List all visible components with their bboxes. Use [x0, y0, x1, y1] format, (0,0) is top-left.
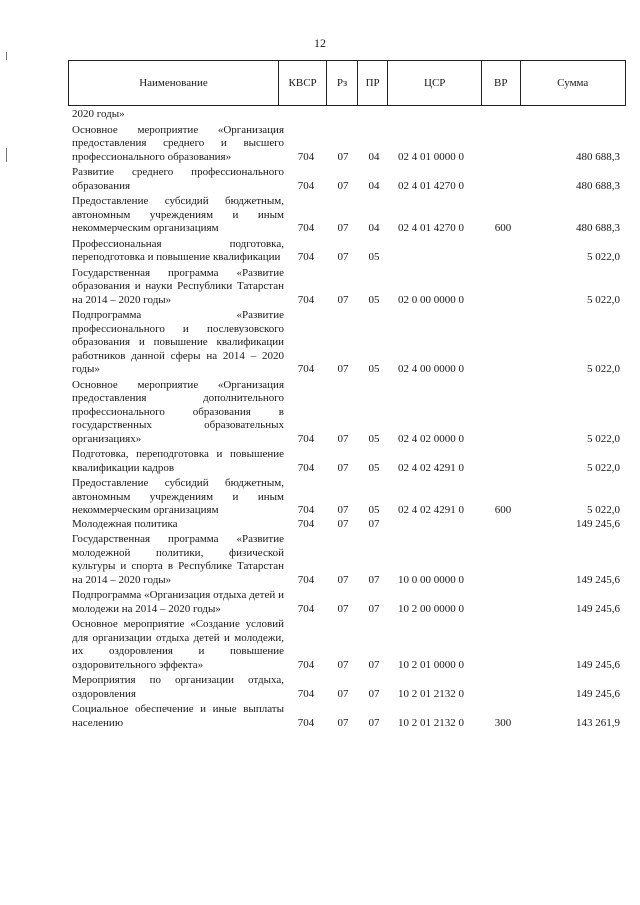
row-name: Развитие среднего профессионального образования — [72, 166, 284, 192]
row-kvsr: 704 — [297, 504, 315, 516]
row-sum: 149 245,6 — [576, 573, 620, 586]
row-name: Подпрограмма «Организация отдыха детей и молодежи на 2014 – 2020 годы» — [72, 589, 284, 615]
table-body — [72, 108, 620, 732]
row-rz: 07 — [337, 251, 349, 263]
row-csr: 02 4 01 4270 0 — [398, 222, 464, 234]
row-kvsr: 704 — [297, 602, 315, 615]
row-rz: 07 — [337, 716, 349, 729]
row-name: Подготовка, переподготовка и повышение квалификации кадров — [72, 448, 284, 474]
row-kvsr: 704 — [297, 293, 315, 306]
row-vr: 300 — [494, 716, 512, 729]
row-pr: 05 — [368, 293, 380, 306]
row-name: Подпрограмма «Развитие профессионального и послевузовского образования и повышение квалификации работников данной сферы на 2014 – 2020 годы» — [72, 309, 284, 375]
row-rz: 07 — [337, 150, 349, 163]
row-rz: 07 — [337, 432, 349, 445]
row-pr: 05 — [368, 504, 380, 516]
row-name: Социальное обеспечение и иные выплаты населению — [72, 703, 284, 729]
row-sum: 5 022,0 — [587, 432, 620, 445]
row-kvsr: 704 — [297, 251, 315, 263]
table-row — [72, 267, 620, 308]
row-rz: 07 — [337, 658, 349, 671]
row-sum: 143 261,9 — [576, 716, 620, 729]
row-pr: 07 — [368, 716, 380, 729]
table-row — [72, 195, 620, 236]
row-csr: 02 4 01 4270 0 — [398, 179, 464, 192]
row-rz: 07 — [337, 222, 349, 234]
row-rz: 07 — [337, 461, 349, 474]
row-sum: 480 688,3 — [576, 179, 620, 192]
row-pr: 04 — [368, 222, 380, 234]
row-name: Основное мероприятие «Организация предоставления дополнительного профессионального образования в государственных образовательных организациях» — [72, 378, 284, 445]
row-csr: 10 2 01 2132 0 — [398, 716, 464, 729]
header-csr: ЦСР — [388, 61, 482, 105]
row-name: 2020 годы» — [72, 108, 125, 120]
row-name: Государственная программа «Развитие молодежной политики, физической культуры и спорта в Республике Татарстан на 2014 – 2020 годы» — [72, 533, 284, 586]
row-kvsr: 704 — [297, 517, 315, 530]
row-sum: 5 022,0 — [587, 251, 620, 263]
table-row — [72, 674, 620, 701]
row-kvsr: 704 — [297, 687, 315, 700]
row-kvsr: 704 — [297, 222, 315, 234]
row-name: Молодежная политика — [72, 517, 178, 530]
header-rz: Рз — [327, 61, 358, 105]
table-row — [72, 533, 620, 587]
row-pr: 07 — [368, 517, 380, 530]
row-name: Основное мероприятие «Создание условий для организации отдыха детей и молодежи, их оздоровления и повышение оздоровительного эффекта» — [72, 618, 284, 671]
row-name: Государственная программа «Развитие образования и науки Республики Татарстан на 2014 – 2020 годы» — [72, 266, 284, 306]
table-row — [72, 589, 620, 616]
table-row — [72, 448, 620, 475]
row-vr: 600 — [494, 222, 512, 234]
row-sum: 5 022,0 — [587, 293, 620, 306]
row-csr: 10 2 01 0000 0 — [398, 658, 464, 671]
row-sum: 480 688,3 — [576, 150, 620, 163]
row-csr: 02 4 02 0000 0 — [398, 432, 464, 445]
table-row — [72, 124, 620, 165]
row-vr: 600 — [494, 504, 512, 516]
row-csr: 10 2 01 2132 0 — [398, 687, 464, 700]
row-kvsr: 704 — [297, 150, 315, 163]
row-pr: 05 — [368, 363, 380, 375]
page-number: 12 — [314, 36, 326, 50]
row-name: Основное мероприятие «Организация предоставления среднего и высшего профессионального образования» — [72, 123, 284, 163]
table-row — [72, 518, 620, 532]
table-row — [72, 379, 620, 447]
row-sum: 5 022,0 — [587, 504, 620, 516]
row-kvsr: 704 — [297, 363, 315, 375]
row-sum: 149 245,6 — [576, 602, 620, 615]
row-kvsr: 704 — [297, 658, 315, 671]
row-pr: 07 — [368, 658, 380, 671]
row-name: Профессиональная подготовка, переподготовка и повышение квалификации — [72, 237, 284, 263]
row-pr: 07 — [368, 602, 380, 615]
row-kvsr: 704 — [297, 432, 315, 445]
row-rz: 07 — [337, 504, 349, 516]
row-sum: 149 245,6 — [576, 517, 620, 530]
table-row — [72, 108, 620, 122]
row-sum: 149 245,6 — [576, 658, 620, 671]
row-csr: 10 0 00 0000 0 — [398, 573, 464, 586]
row-sum: 480 688,3 — [576, 222, 620, 234]
header-kvsr: КВСР — [279, 61, 327, 105]
row-pr: 05 — [368, 251, 380, 263]
row-csr: 02 4 00 0000 0 — [398, 363, 464, 375]
row-csr: 02 4 02 4291 0 — [398, 504, 464, 516]
row-pr: 07 — [368, 687, 380, 700]
table-row — [72, 618, 620, 672]
header-sum: Сумма — [557, 77, 589, 89]
row-csr: 02 4 01 0000 0 — [398, 150, 464, 163]
row-kvsr: 704 — [297, 573, 315, 586]
row-rz: 07 — [337, 363, 349, 375]
row-rz: 07 — [337, 179, 349, 192]
row-rz: 07 — [337, 517, 349, 530]
table-row — [72, 309, 620, 377]
table-row — [72, 703, 620, 730]
header-name: Наименование — [69, 61, 279, 105]
row-pr: 05 — [368, 432, 380, 445]
row-kvsr: 704 — [297, 716, 315, 729]
row-pr: 04 — [368, 179, 380, 192]
row-name: Мероприятия по организации отдыха, оздоровления — [72, 674, 284, 700]
row-kvsr: 704 — [297, 461, 315, 474]
row-sum: 149 245,6 — [576, 687, 620, 700]
row-rz: 07 — [337, 293, 349, 306]
row-csr: 02 4 02 4291 0 — [398, 461, 464, 474]
row-csr: 10 2 00 0000 0 — [398, 602, 464, 615]
row-pr: 07 — [368, 573, 380, 586]
margin-mark — [6, 148, 7, 162]
row-rz: 07 — [337, 687, 349, 700]
row-kvsr: 704 — [297, 179, 315, 192]
table-row — [72, 477, 620, 518]
margin-mark — [6, 52, 7, 60]
row-sum: 5 022,0 — [587, 461, 620, 474]
row-pr: 04 — [368, 150, 380, 163]
table-header — [68, 60, 626, 106]
row-pr: 05 — [368, 461, 380, 474]
row-sum: 5 022,0 — [587, 363, 620, 375]
row-rz: 07 — [337, 602, 349, 615]
row-csr: 02 0 00 0000 0 — [398, 293, 464, 306]
header-pr: ПР — [358, 61, 389, 105]
row-name: Предоставление субсидий бюджетным, автономным учреждениям и иным некоммерческим организациям — [72, 477, 284, 516]
header-vr: ВР — [482, 61, 520, 105]
row-name: Предоставление субсидий бюджетным, автономным учреждениям и иным некоммерческим организациям — [72, 195, 284, 234]
table-row — [72, 238, 620, 265]
row-rz: 07 — [337, 573, 349, 586]
table-row — [72, 166, 620, 193]
